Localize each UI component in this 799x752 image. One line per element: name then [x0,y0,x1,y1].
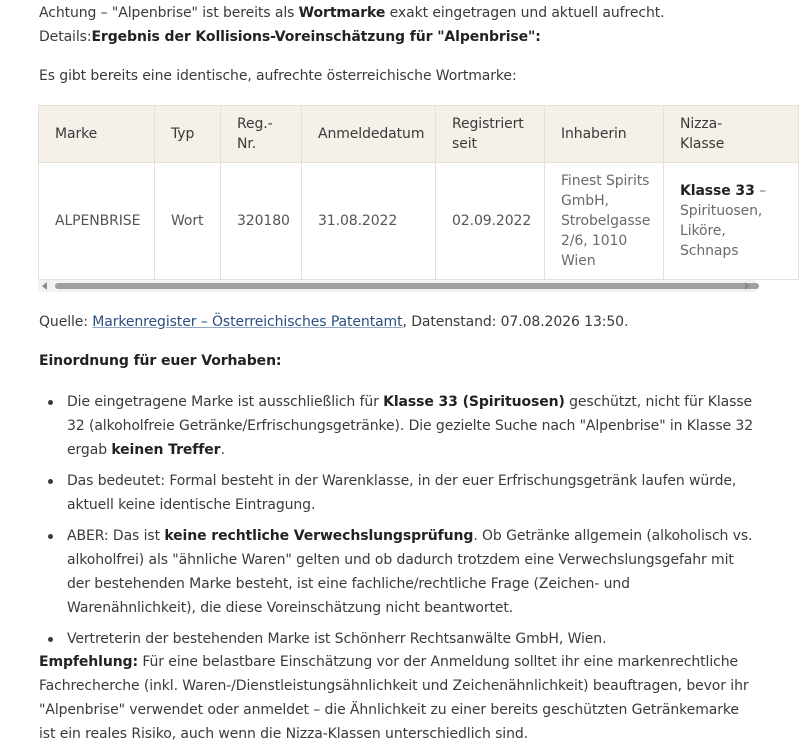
source-link[interactable]: Markenregister – Österreichisches Patentamt [92,314,403,330]
trademark-table [38,105,799,280]
scrollbar-thumb[interactable] [55,283,759,289]
bullet-dot [48,400,53,405]
details-label: Details: [39,29,92,45]
cell-typ: Wort [155,163,221,280]
col-header-regnr: Reg.- Nr. [221,106,302,163]
intro-text: Achtung – "Alpenbrise" ist bereits als [39,5,299,21]
cell-anmeldedatum: 31.08.2022 [302,163,436,280]
cell-nizza: Klasse 33 – Spirituosen, Liköre, Schnaps [664,163,799,280]
cell-marke: ALPENBRISE [39,163,155,280]
col-header-marke: Marke [39,106,155,163]
col-header-inhaberin: Inhaberin [545,106,664,163]
intro-line-2 [39,26,541,48]
cell-regnr: 320180 [221,163,302,280]
col-header-anmeldedatum: Anmeldedatum [302,106,436,163]
col-header-registriert: Registriert seit [436,106,545,163]
scroll-left-arrow-icon[interactable] [42,282,47,290]
cell-registriert: 02.09.2022 [436,163,545,280]
list-item: Die eingetragene Marke ist ausschließlich für Klasse 33 (Spirituosen) geschützt, nicht für Klasse 32 (alkoholfreie Getränke/Erfrischungsgetränke). Die gezielte Suche nach "Alpenbrise" in Klasse 32 ergab keinen Treffer. [39,390,759,462]
empfehlung-paragraph: Empfehlung: Für eine belastbare Einschätzung vor der Anmeldung solltet ihr eine markenrechtliche Fachrecherche (inkl. Waren-/Dienstleistungsähnlichkeit und Zeichenähnlichkeit) beauftragen, bevor ihr "Alpenbrise" verwendet oder anmeldet – die Ähnlichkeit zu einer bereits geschützten Getränkemarke ist ein reales Risiko, auch wenn die Nizza-Klassen unterschiedlich sind. [39,654,749,742]
list-item: Das bedeutet: Formal besteht in der Warenklasse, in der euer Erfrischungsgetränk laufen würde, aktuell keine identische Eintragung. [39,469,759,517]
table-horizontal-scrollbar[interactable] [38,280,756,292]
col-header-typ: Typ [155,106,221,163]
list-item: Vertreterin der bestehenden Marke ist Schönherr Rechtsanwälte GmbH, Wien. [39,627,759,651]
table-header-row [39,106,799,163]
bullet-dot [48,637,53,642]
trademark-table-container [38,105,766,279]
col-header-nizza: Nizza- Klasse [664,106,799,163]
intro-line-3: Es gibt bereits eine identische, aufrechte österreichische Wortmarke: [39,68,517,84]
bullet-dot [48,479,53,484]
table-row [39,163,799,280]
details-heading: Ergebnis der Kollisions-Voreinschätzung für "Alpenbrise": [91,29,541,45]
intro-bold: Wortmarke [298,5,386,21]
intro-line-1 [39,2,664,24]
source-line: Quelle: Markenregister – Österreichisches Patentamt, Datenstand: 07.08.2026 13:50. [39,314,629,330]
bullet-list [39,390,759,658]
bullet-dot [48,534,53,539]
cell-inhaberin: Finest Spirits GmbH, Strobelgasse 2/6, 1010 Wien [545,163,664,280]
einordnung-heading: Einordnung für euer Vorhaben: [39,353,282,369]
list-item: ABER: Das ist keine rechtliche Verwechslungsprüfung. Ob Getränke allgemein (alkoholisch vs. alkoholfrei) als "ähnliche Waren" gelten und ob dadurch trotzdem eine Verwechslungsgefahr mit der bestehenden Marke besteht, ist eine fachliche/rechtliche Frage (Zeichen- und Warenähnlichkeit), die diese Voreinschätzung nicht beantwortet. [39,524,759,620]
intro-text: exakt eingetragen und aktuell aufrecht. [385,5,665,21]
scroll-right-arrow-icon[interactable] [745,282,750,290]
